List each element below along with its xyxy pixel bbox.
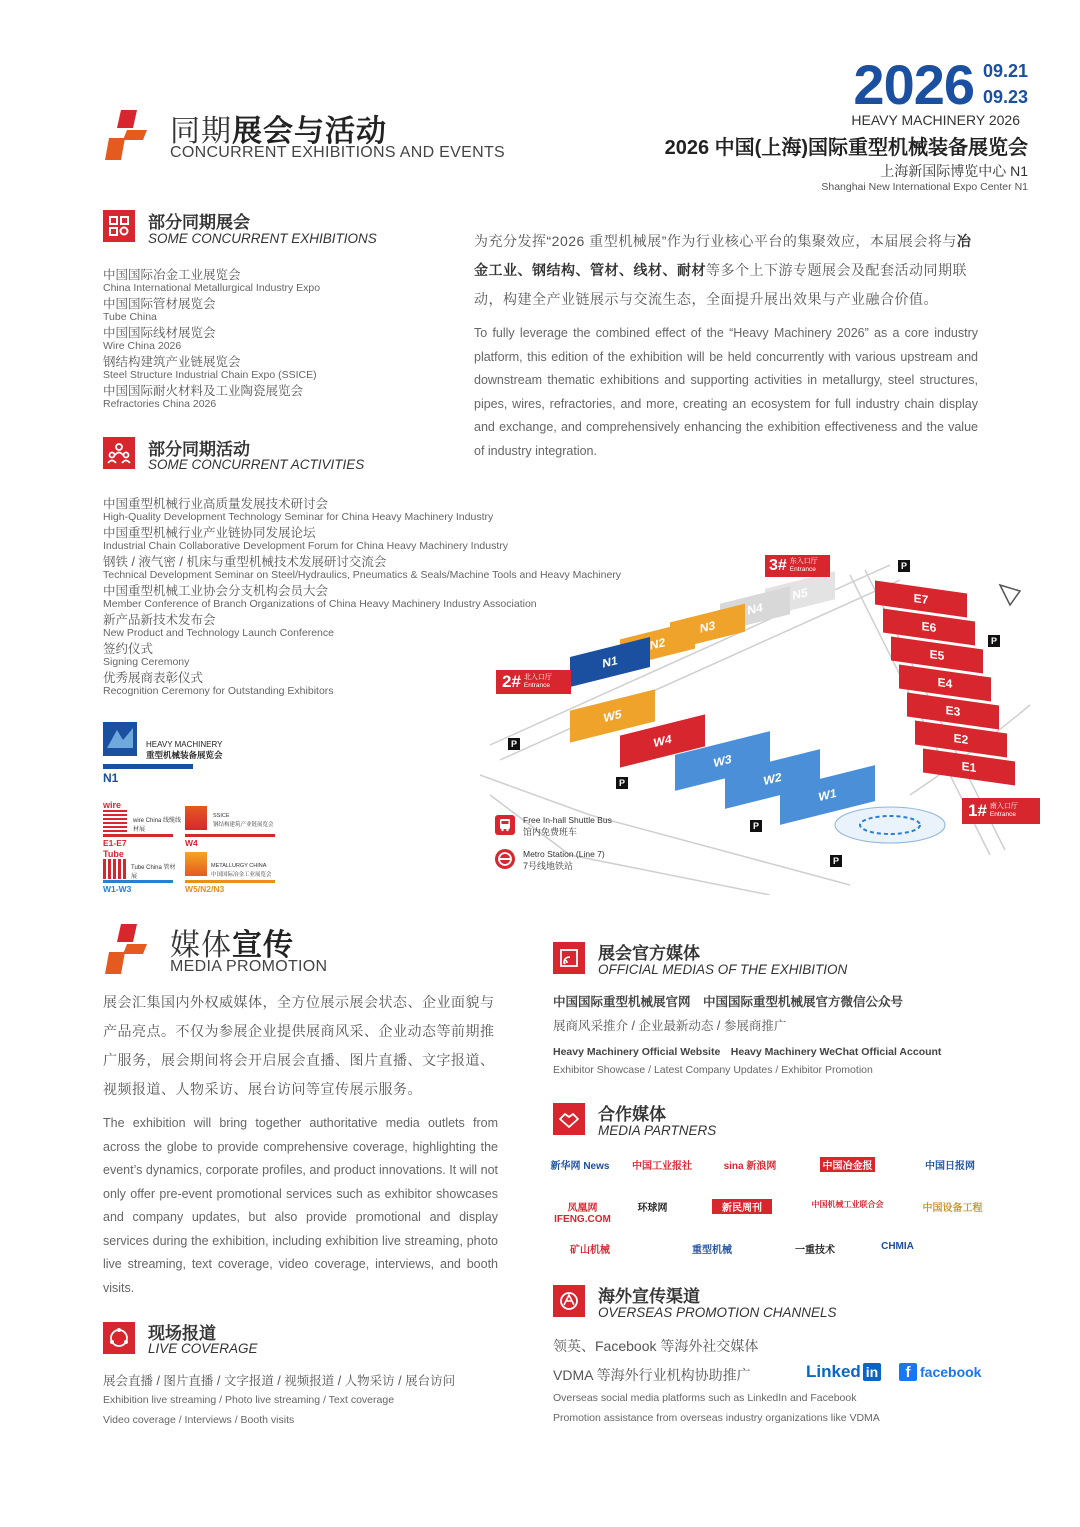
live-title-cn: 现场报道 (148, 1324, 216, 1343)
bus-icon (495, 815, 515, 835)
hm-bar (103, 764, 193, 769)
list-item: 签约仪式 Signing Ceremony (103, 642, 190, 668)
list-item: 钢铁 / 液气密 / 机床与重型机械技术发展研讨交流会 Technical Development Seminar on Steel/Hydraulics, Pneumatics & Seals/Machine Tools and Heavy Machinery (103, 555, 622, 581)
list-item: 新产品新技术发布会 New Product and Technology Launch Conference (103, 613, 334, 639)
partner-logo: 矿山机械 (570, 1245, 610, 1256)
hm-hall: N1 (103, 771, 119, 785)
tube-name: Tube China 管材展 (131, 865, 176, 880)
hall-legend (103, 722, 303, 897)
tube-bar (103, 880, 173, 883)
wire-name: wire China 线缆线材展 (133, 818, 182, 833)
shuttle-en: Free In-hall Shuttle Bus (523, 815, 612, 825)
hall-n3[interactable]: N3 (670, 604, 745, 651)
hall-e4[interactable]: E4 (899, 665, 991, 702)
live-items-en-1: Exhibition live streaming / Photo live streaming / Text coverage (103, 1394, 395, 1406)
hm-name-en: HEAVY MACHINERY (146, 740, 223, 749)
list-item: 钢结构建筑产业链展览会 Steel Structure Industrial Chain Expo (SSICE) (103, 355, 317, 381)
metallurgy-logo-icon (185, 852, 207, 876)
intro-cn: 为充分发挥“2026 重型机械展”作为行业核心平台的集聚效应，本届展会将与冶金工业、钢结构、管材、线材、耐材等多个上下游专题展会及配套活动同期联动，构建全产业链展示与交流生态，全面提升展出效果与产业融合价值。 (474, 233, 972, 307)
metro-legend (495, 847, 695, 871)
media-title-en: MEDIA PROMOTION (170, 958, 328, 975)
activities-title-cn: 部分同期活动 (148, 440, 250, 459)
official-title-en: OFFICIAL MEDIAS OF THE EXHIBITION (598, 962, 848, 977)
event-year: 2026 (853, 53, 974, 116)
hall-n2[interactable]: N2 (620, 621, 695, 668)
linkedin-logo[interactable] (806, 1361, 881, 1383)
metallurgy-name: 中国国际冶金工业展览会 (211, 872, 272, 878)
overseas-line-cn-1: 领英、Facebook 等海外社交媒体 (553, 1338, 759, 1354)
tube-hall: W1-W3 (103, 884, 132, 894)
parking-icon: P (988, 635, 1000, 647)
venue-cn: 上海新国际博览中心 N1 (880, 163, 1028, 179)
venue-en: Shanghai New International Expo Center N1 (821, 181, 1028, 193)
wire-tag: wire (103, 800, 122, 810)
partner-logo: 凤凰网 IFENG.COM (554, 1203, 611, 1225)
event-header (600, 55, 1030, 200)
list-item: 中国国际管材展览会 Tube China (103, 297, 216, 323)
partner-logo: 中国设备工程 (922, 1203, 983, 1214)
concurrent-title-en: CONCURRENT EXHIBITIONS AND EVENTS (170, 144, 505, 161)
wire-logo-icon (103, 810, 127, 832)
list-item: 中国重型机械行业高质量发展技术研讨会 High-Quality Development Technology Seminar for China Heavy Machinery Industry (103, 497, 494, 523)
partner-logo: sina 新浪网 (723, 1161, 777, 1172)
linkedin-text: Linked (806, 1362, 861, 1381)
hall-e6[interactable]: E6 (883, 609, 975, 646)
hm-logo-icon (103, 722, 137, 756)
partner-logo: CHMIA (881, 1241, 914, 1252)
ssice-name: 钢结构建筑产业链展览会 (213, 822, 274, 828)
linkedin-in-icon: in (863, 1363, 881, 1381)
entrance-3-num: 3# (769, 557, 787, 574)
overseas-icon (553, 1285, 585, 1317)
hm-name-cn: 重型机械装备展览会 (146, 750, 223, 760)
list-item: 中国重型机械工业协会分支机构会员大会 Member Conference of Branch Organizations of China Heavy Machinery Industry Association (103, 584, 537, 610)
hall-w2[interactable]: W2 (725, 749, 820, 809)
entrance-2-num: 2# (502, 672, 521, 691)
facebook-text: facebook (920, 1364, 982, 1380)
media-intro-en: The exhibition will bring together authoritative media outlets from across the globe to provide comprehensive coverage, highlighting the event’s dynamics, corporate profiles, and product innovations. It will not only offer pre-event promotional services such as exhibitor showcases and company updates, but also provide promotional and display services during the exhibition, including exhibition live streaming, photo live streaming, text coverage, video coverage, interviews, and booth visits. (103, 1116, 498, 1295)
concurrent-intro (474, 227, 978, 463)
hall-e2[interactable]: E2 (915, 721, 1007, 758)
facebook-f-icon: f (899, 1363, 917, 1381)
entrance-2-cn: 北入口厅 (523, 674, 552, 681)
hall-n4[interactable]: N4 (720, 586, 790, 631)
shuttle-legend (495, 813, 695, 837)
activities-icon (103, 437, 135, 469)
exhibitions-title-en: SOME CONCURRENT EXHIBITIONS (148, 231, 377, 246)
overseas-title-cn: 海外宣传渠道 (598, 1287, 700, 1306)
concurrent-title-cn: 同期展会与活动 (170, 115, 387, 148)
list-item: 中国国际耐火材料及工业陶瓷展览会 Refractories China 2026 (103, 384, 304, 410)
partner-logo: 新民周刊 (712, 1199, 772, 1214)
entrance-3-cn: 东入口厅 (789, 558, 818, 565)
parking-icon: P (508, 738, 520, 750)
wire-bar (103, 834, 173, 837)
ssice-hall: W4 (185, 838, 198, 848)
entrance-2[interactable] (496, 670, 571, 694)
brand-logo-icon (103, 110, 147, 160)
partners-title-cn: 合作媒体 (598, 1105, 666, 1124)
live-items-en-2: Video coverage / Interviews / Booth visits (103, 1414, 295, 1426)
concurrent-section-header (103, 106, 523, 168)
hall-n1[interactable]: N1 (570, 637, 650, 687)
shuttle-cn: 馆内免费班车 (523, 827, 578, 837)
partners-title-en: MEDIA PARTNERS (598, 1123, 717, 1138)
ssice-tag: SSICE (213, 813, 230, 819)
partner-logo: 中国工业报社 (632, 1161, 692, 1172)
official-line-cn-2: 展商风采推介 / 企业最新动态 / 参展商推广 (553, 1019, 787, 1033)
hall-e5[interactable]: E5 (891, 637, 983, 674)
metallurgy-tag: METALLURGY CHINA (211, 863, 267, 869)
metallurgy-bar (185, 880, 275, 883)
parking-icon: P (750, 820, 762, 832)
partner-logo: 新华网 News (550, 1161, 610, 1172)
metro-cn: 7号线地铁站 (523, 861, 574, 871)
entrance-3-en: Entrance (789, 566, 816, 573)
event-brand-en: HEAVY MACHINERY 2026 (851, 112, 1020, 128)
parking-icon: P (830, 855, 842, 867)
overseas-line-cn-2: VDMA 等海外行业机构协助推广 (553, 1367, 751, 1383)
exhibitions-icon (103, 210, 135, 242)
entrance-1-num: 1# (968, 801, 987, 820)
activities-title-en: SOME CONCURRENT ACTIVITIES (148, 457, 365, 472)
partner-logo: 重型机械 (692, 1245, 732, 1256)
entrance-2-en: Entrance (523, 682, 550, 689)
facebook-logo[interactable] (899, 1361, 981, 1383)
exhibitions-list (103, 268, 463, 413)
media-title-cn: 媒体宣传 (170, 929, 294, 962)
hall-e3[interactable]: E3 (907, 693, 999, 730)
official-line-en: Heavy Machinery Official Website Heavy Machinery WeChat Official Account (553, 1046, 942, 1058)
official-title-cn: 展会官方媒体 (598, 944, 700, 963)
official-line-cn: 中国国际重型机械展官网 中国国际重型机械展官方微信公众号 (553, 995, 904, 1009)
list-item: 中国国际线材展览会 Wire China 2026 (103, 326, 216, 352)
tube-tag: Tube (103, 849, 124, 859)
ssice-bar (185, 834, 275, 837)
brand-logo-icon (103, 924, 147, 974)
tube-logo-icon (103, 859, 127, 879)
list-item: 中国重型机械行业产业链协同发展论坛 Industrial Chain Collaborative Development Forum for China Heavy Machinery Industry (103, 526, 509, 552)
event-date-start: 09.21 (982, 61, 1028, 81)
entrance-1-cn: 南入口厅 (989, 803, 1018, 810)
ssice-logo-icon (185, 806, 207, 830)
hall-w1[interactable]: W1 (780, 765, 875, 825)
overseas-line-en-2: Promotion assistance from overseas industry organizations like VDMA (553, 1412, 880, 1424)
hall-n5[interactable]: N5 (765, 571, 835, 616)
official-media-icon (553, 942, 585, 974)
overseas-line-en-1: Overseas social media platforms such as LinkedIn and Facebook (553, 1392, 857, 1404)
exhibitions-title-cn: 部分同期展会 (148, 213, 250, 232)
list-item: 中国国际冶金工业展览会 China International Metallurgical Industry Expo (103, 268, 321, 294)
parking-icon: P (616, 777, 628, 789)
media-section-header (103, 920, 443, 982)
intro-en: To fully leverage the combined effect of the “Heavy Machinery 2026” as a core industry platform, this edition of the exhibition will be held concurrently with various upstream and downstream thematic exhibitions and supporting activities in metallurgy, steel structures, pipes, wires, refractories, and more, creating an ecosystem for full industry chain display and exchange, and comprehensively enhancing the exhibition effectiveness and the value of industry integration. (474, 326, 978, 458)
hall-w3[interactable]: W3 (675, 731, 770, 791)
entrance-1[interactable] (962, 798, 1040, 824)
overseas-title-en: OVERSEAS PROMOTION CHANNELS (598, 1305, 837, 1320)
partner-logo: 中国日报网 (925, 1161, 975, 1172)
partner-logo: 环球网 (637, 1203, 668, 1214)
venue-map (470, 555, 1050, 895)
entrance-1-en: Entrance (989, 811, 1016, 818)
partner-logos (550, 1155, 1000, 1265)
event-date-end: 09.23 (982, 87, 1028, 107)
metallurgy-hall: W5/N2/N3 (185, 884, 225, 894)
official-line-en-2: Exhibitor Showcase / Latest Company Updates / Exhibitor Promotion (553, 1064, 873, 1076)
partner-logo: 一重技术 (795, 1245, 835, 1256)
metro-en: Metro Station (Line 7) (523, 849, 605, 859)
live-title-en: LIVE COVERAGE (148, 1341, 258, 1356)
hall-w4[interactable]: W4 (620, 714, 705, 767)
live-items-cn: 展会直播 / 图片直播 / 文字报道 / 视频报道 / 人物采访 / 展台访问 (103, 1374, 456, 1388)
media-intro-cn: 展会汇集国内外权威媒体，全方位展示展会状态、企业面貌与产品亮点。不仅为参展企业提供展商风采、企业动态等前期推广服务，展会期间将会开启展会直播、图片直播、文字报道、视频报道、人物采访、展台访问等宣传展示服务。 (103, 994, 495, 1097)
list-item: 优秀展商表彰仪式 Recognition Ceremony for Outstanding Exhibitors (103, 671, 334, 697)
event-title-cn: 2026 中国(上海)国际重型机械装备展览会 (664, 137, 1028, 159)
media-intro (103, 988, 498, 1300)
partner-logo: 中国冶金报 (820, 1157, 875, 1172)
hall-e1[interactable]: E1 (923, 749, 1015, 786)
wire-hall: E1-E7 (103, 838, 127, 848)
live-coverage-icon (103, 1322, 135, 1354)
entrance-3[interactable] (765, 555, 830, 577)
media-partners-icon (553, 1103, 585, 1135)
hall-e7[interactable]: E7 (875, 581, 967, 618)
metro-icon (495, 849, 515, 869)
hall-w5[interactable]: W5 (570, 689, 655, 742)
parking-icon: P (898, 560, 910, 572)
partner-logo: 中国机械工业联合会 (811, 1200, 884, 1209)
